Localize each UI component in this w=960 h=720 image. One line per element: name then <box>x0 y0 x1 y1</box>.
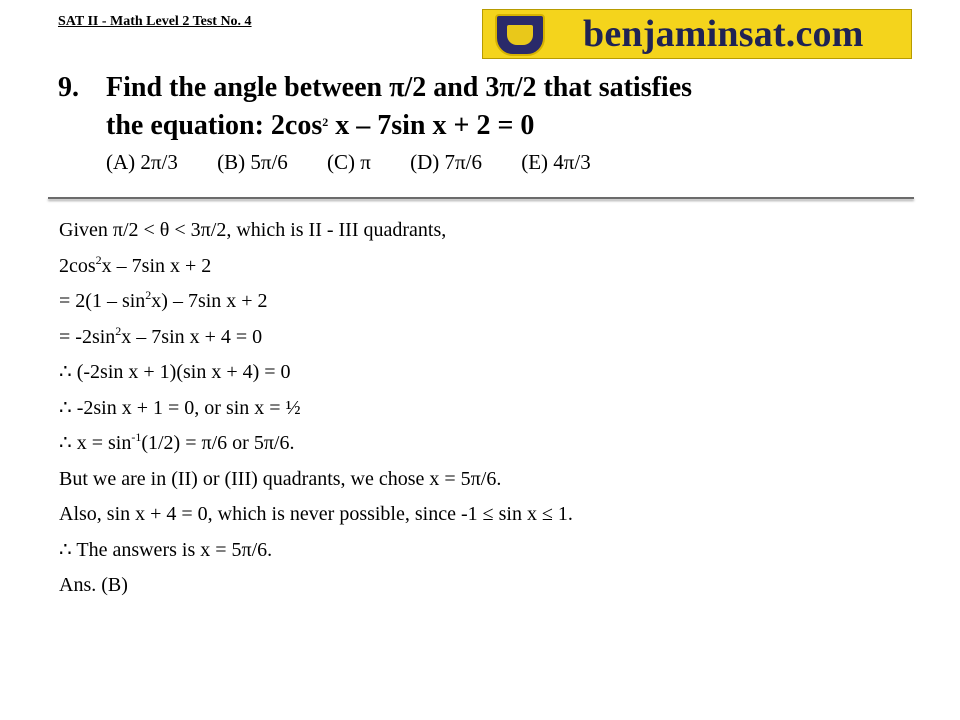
brand-banner[interactable] <box>482 9 912 59</box>
final-answer: Ans. (B) <box>59 574 128 596</box>
option-a: (A) 2π/3 <box>106 150 178 174</box>
school-crest-icon <box>495 14 545 56</box>
solution-line: ∴ (-2sin x + 1)(sin x + 4) = 0 <box>59 361 291 383</box>
solution-line: $2\cos^2x - 7\sin$ x + 2 <box>59 252 212 277</box>
solution-line: = $-2\sin^2x - 7\sin$ x + 4 = 0 <box>59 323 263 348</box>
option-c: (C) π <box>327 150 371 174</box>
solution-line: Given π/2 < θ < 3π/2, which is II - III quadrants, <box>59 219 447 241</box>
test-label: SAT II - Math Level 2 Test No. 4 <box>58 14 252 29</box>
option-d: (D) 7π/6 <box>410 150 482 174</box>
solution <box>59 218 573 609</box>
divider <box>48 197 914 199</box>
solution-line: ∴ -2sin x + 1 = 0, or sin x = ½ <box>59 396 301 419</box>
question-number: 9. <box>58 72 79 103</box>
option-b: (B) 5π/6 <box>217 150 288 174</box>
brand-name: benjaminsat.com <box>583 13 864 55</box>
option-e: (E) 4π/3 <box>521 150 591 174</box>
solution-line: Also, sin x + 4 = 0, which is never possible, since -1 ≤ sin x ≤ 1. <box>59 503 573 525</box>
solution-line: = $2(1 - \sin^2x) - 7\sin$ x + 2 <box>59 288 268 312</box>
solution-line: But we are in (II) or (III) quadrants, we chose x = 5π/6. <box>59 467 502 490</box>
solution-line: ∴ The answers is x = 5π/6. <box>59 538 273 561</box>
question-line-2: the equation: $2\cos^2$ x – 7sin x + 2 = 0 <box>106 110 535 141</box>
question-line-1: Find the angle between π/2 and 3π/2 that satisfies <box>106 72 693 103</box>
answer-options <box>106 150 625 175</box>
solution-line: ∴ $x = \sin^{-1}(1/2) = \pi/6$ or 5π/6. <box>59 430 295 454</box>
